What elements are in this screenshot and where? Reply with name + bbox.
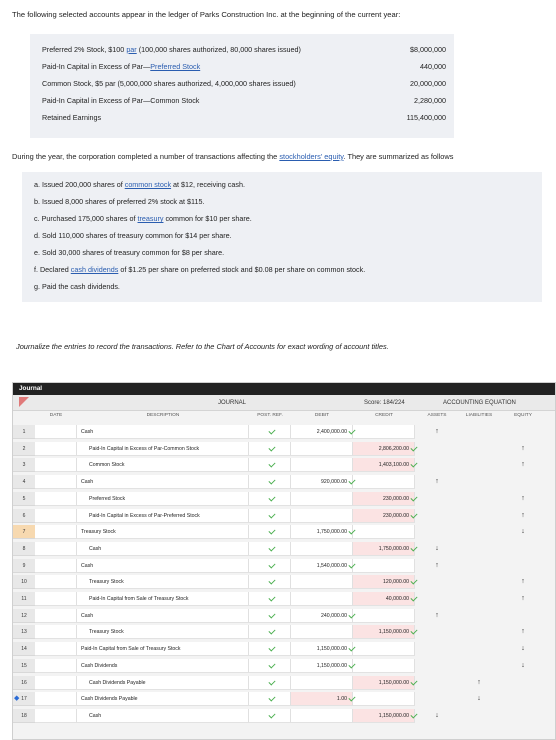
transaction-text: d. Sold 110,000 shares of treasury common for $14 per share. xyxy=(34,231,232,240)
date-cell[interactable] xyxy=(35,709,77,723)
row-number: 2 xyxy=(13,442,35,456)
description-cell[interactable]: Cash xyxy=(77,425,249,439)
liabilities-header: LIABILITIES xyxy=(465,413,493,418)
row-number: 1 xyxy=(13,425,35,439)
description-cell[interactable]: Cash xyxy=(77,609,249,623)
debit-cell[interactable] xyxy=(291,676,353,690)
row-number: 7 xyxy=(13,525,35,539)
assets-arrow-icon[interactable]: ↓ xyxy=(435,711,439,719)
assets-arrow-icon[interactable]: ↑ xyxy=(435,428,439,435)
debit-header: DEBIT xyxy=(314,413,330,418)
transaction-item xyxy=(34,197,204,206)
account-row xyxy=(42,93,446,107)
transaction-text: c. Purchased 175,000 shares of xyxy=(34,214,138,223)
account-row xyxy=(42,42,446,56)
liabilities-arrow-icon[interactable]: ↓ xyxy=(477,695,481,703)
transaction-text: g. Paid the cash dividends. xyxy=(34,282,120,291)
journal-tab[interactable]: Journal xyxy=(13,383,555,395)
date-cell[interactable] xyxy=(35,575,77,589)
account-amount: 20,000,000 xyxy=(410,78,446,88)
row-number: 6 xyxy=(13,509,35,523)
account-row xyxy=(42,110,446,124)
pencil-icon[interactable] xyxy=(19,397,29,407)
credit-cell[interactable]: 120,000.00 xyxy=(353,575,415,589)
during-text-start: During the year, the corporation completed a number of transactions affecting the xyxy=(12,152,280,161)
date-cell[interactable] xyxy=(35,458,77,472)
row-number: 16 xyxy=(13,676,35,690)
credit-cell[interactable]: 1,150,000.00 xyxy=(353,625,415,639)
equity-arrow-icon[interactable]: ↓ xyxy=(521,661,525,669)
description-cell[interactable]: Cash xyxy=(77,709,249,723)
par-link[interactable]: par xyxy=(126,44,137,54)
date-cell[interactable] xyxy=(35,625,77,639)
transaction-item xyxy=(34,282,120,291)
score: Score: 184/224 xyxy=(364,400,405,406)
date-header: DATE xyxy=(49,413,63,418)
equity-header: EQUITY xyxy=(514,413,532,418)
equation-title: ACCOUNTING EQUATION xyxy=(443,400,516,406)
credit-cell[interactable] xyxy=(353,425,415,439)
debit-cell[interactable] xyxy=(291,625,353,639)
account-label: Preferred 2% Stock, $100 xyxy=(42,44,127,54)
during-text xyxy=(12,152,453,161)
credit-cell[interactable] xyxy=(353,692,415,706)
transaction-item xyxy=(34,248,224,257)
account-amount: $8,000,000 xyxy=(410,44,446,54)
credit-cell[interactable]: 230,000.00 xyxy=(353,509,415,523)
row-number: 5 xyxy=(13,492,35,506)
debit-cell[interactable] xyxy=(291,492,353,506)
debit-cell[interactable] xyxy=(291,509,353,523)
row-number: 14 xyxy=(13,642,35,656)
intro-text: The following selected accounts appear in the ledger of Parks Construction Inc. at the beginning of the current year: xyxy=(12,10,401,19)
date-cell[interactable] xyxy=(35,642,77,656)
equity-arrow-icon[interactable]: ↑ xyxy=(521,444,525,452)
debit-cell[interactable]: 1.00 xyxy=(291,692,353,706)
instructions: Journalize the entries to record the transactions. Refer to the Chart of Accounts for exact wording of account titles. xyxy=(16,342,389,351)
debit-cell[interactable] xyxy=(291,458,353,472)
description-cell[interactable]: Paid-In Capital from Sale of Treasury Stock xyxy=(77,592,249,606)
transaction-text: f. Declared xyxy=(34,265,71,274)
debit-cell[interactable]: 1,150,000.00 xyxy=(291,642,353,656)
date-cell[interactable] xyxy=(35,442,77,456)
during-text-end: . They are summarized as follows xyxy=(343,152,454,161)
treasury-link[interactable]: treasury xyxy=(137,214,164,223)
credit-cell[interactable]: 40,000.00 xyxy=(353,592,415,606)
credit-cell[interactable] xyxy=(353,559,415,573)
row-drag-handle-icon[interactable]: ◆ xyxy=(14,695,20,703)
transaction-item xyxy=(34,180,245,189)
account-row xyxy=(42,76,446,90)
debit-cell[interactable] xyxy=(291,592,353,606)
date-cell[interactable] xyxy=(35,592,77,606)
debit-cell[interactable] xyxy=(291,442,353,456)
transaction-text: common for $10 per share. xyxy=(163,214,252,223)
date-cell[interactable] xyxy=(35,676,77,690)
date-cell[interactable] xyxy=(35,525,77,539)
equity-arrow-icon[interactable]: ↑ xyxy=(521,511,525,519)
debit-cell[interactable]: 1,540,000.00 xyxy=(291,559,353,573)
description-cell[interactable]: Cash Dividends Payable xyxy=(77,692,249,706)
stockholders-equity-link[interactable]: stockholders' equity xyxy=(279,152,344,161)
account-label: Paid-In Capital in Excess of Par— xyxy=(42,61,151,71)
credit-cell[interactable]: 2,806,200.00 xyxy=(353,442,415,456)
row-number: 13 xyxy=(13,625,35,639)
transaction-text: a. Issued 200,000 shares of xyxy=(34,180,125,189)
row-number: 3 xyxy=(13,458,35,472)
date-cell[interactable] xyxy=(35,659,77,673)
row-number: 18 xyxy=(13,709,35,723)
transaction-text: at $12, receiving cash. xyxy=(171,180,245,189)
transaction-text: e. Sold 30,000 shares of treasury common for $8 per share. xyxy=(34,248,225,257)
description-cell[interactable]: Cash Dividends xyxy=(77,659,249,673)
assets-arrow-icon[interactable]: ↑ xyxy=(435,561,439,569)
transaction-item xyxy=(34,231,232,240)
debit-cell[interactable]: 1,150,000.00 xyxy=(291,659,353,673)
transaction-item xyxy=(34,265,365,274)
transaction-text: b. Issued 8,000 shares of preferred 2% stock at $115. xyxy=(34,197,205,206)
journal-title: JOURNAL xyxy=(218,400,247,406)
transactions-box xyxy=(22,172,542,302)
description-cell[interactable]: Paid-In Capital in Excess of Par-Preferred Stock xyxy=(77,509,249,523)
common-stock-link[interactable]: common stock xyxy=(124,180,172,189)
assets-arrow-icon[interactable]: ↑ xyxy=(435,611,439,619)
date-cell[interactable] xyxy=(35,492,77,506)
date-cell[interactable] xyxy=(35,542,77,556)
account-row xyxy=(42,59,446,73)
assets-header: ASSETS xyxy=(427,413,447,418)
transaction-item xyxy=(34,214,252,223)
journal-panel xyxy=(12,382,556,740)
account-label: Retained Earnings xyxy=(42,112,102,122)
row-number: 4 xyxy=(13,475,35,489)
description-cell[interactable]: Treasury Stock xyxy=(77,525,249,539)
preferred-stock-link[interactable]: Preferred Stock xyxy=(150,61,201,71)
date-cell[interactable] xyxy=(35,609,77,623)
description-cell[interactable]: Cash Dividends Payable xyxy=(77,676,249,690)
row-number: 12 xyxy=(13,609,35,623)
credit-cell[interactable] xyxy=(353,642,415,656)
description-cell[interactable]: Cash xyxy=(77,559,249,573)
date-cell[interactable] xyxy=(35,509,77,523)
credit-cell[interactable]: 1,150,000.00 xyxy=(353,709,415,723)
debit-cell[interactable] xyxy=(291,575,353,589)
liabilities-arrow-icon[interactable]: ↑ xyxy=(477,678,481,686)
post-ref-header: POST. REF. xyxy=(257,413,283,418)
equity-arrow-icon[interactable]: ↑ xyxy=(521,461,525,469)
date-cell[interactable] xyxy=(35,559,77,573)
accounts-box xyxy=(30,34,454,138)
assets-arrow-icon[interactable]: ↓ xyxy=(435,544,439,552)
credit-cell[interactable] xyxy=(353,659,415,673)
date-cell[interactable] xyxy=(35,425,77,439)
row-number: 8 xyxy=(13,542,35,556)
description-cell[interactable]: Cash xyxy=(77,542,249,556)
transaction-text: of $1.25 per share on preferred stock and $0.08 per share on common stock. xyxy=(118,265,366,274)
debit-cell[interactable]: 2,400,000.00 xyxy=(291,425,353,439)
row-number: 9 xyxy=(13,559,35,573)
equity-arrow-icon[interactable]: ↑ xyxy=(521,628,525,636)
description-cell[interactable]: Common Stock xyxy=(77,458,249,472)
equity-arrow-icon[interactable]: ↑ xyxy=(521,578,525,586)
description-cell[interactable]: Paid-In Capital from Sale of Treasury Stock xyxy=(77,642,249,656)
description-header: DESCRIPTION xyxy=(146,413,180,418)
debit-cell[interactable] xyxy=(291,542,353,556)
credit-cell[interactable] xyxy=(353,525,415,539)
row-number: 11 xyxy=(13,592,35,606)
description-cell[interactable]: Treasury Stock xyxy=(77,625,249,639)
description-cell[interactable]: Preferred Stock xyxy=(77,492,249,506)
credit-cell[interactable] xyxy=(353,609,415,623)
description-cell[interactable]: Cash xyxy=(77,475,249,489)
equity-arrow-icon[interactable]: ↑ xyxy=(521,595,525,602)
account-label-rest: (100,000 shares authorized, 80,000 shares issued) xyxy=(136,44,301,54)
debit-cell[interactable]: 920,000.00 xyxy=(291,475,353,489)
credit-cell[interactable] xyxy=(353,475,415,489)
account-amount: 115,400,000 xyxy=(406,112,446,122)
credit-cell[interactable]: 1,750,000.00 xyxy=(353,542,415,556)
row-number: 10 xyxy=(13,575,35,589)
credit-cell[interactable]: 1,403,100.00 xyxy=(353,458,415,472)
debit-cell[interactable]: 1,750,000.00 xyxy=(291,525,353,539)
account-amount: 2,280,000 xyxy=(414,95,446,105)
account-amount: 440,000 xyxy=(420,61,446,71)
credit-cell[interactable]: 230,000.00 xyxy=(353,492,415,506)
account-label: Paid-In Capital in Excess of Par—Common Stock xyxy=(42,95,200,105)
cash-dividends-link[interactable]: cash dividends xyxy=(70,265,119,274)
assets-arrow-icon[interactable]: ↑ xyxy=(435,478,439,486)
row-number: 15 xyxy=(13,659,35,673)
description-cell[interactable]: Treasury Stock xyxy=(77,575,249,589)
row-number: 17 xyxy=(13,692,35,706)
debit-cell[interactable] xyxy=(291,709,353,723)
equity-arrow-icon[interactable]: ↑ xyxy=(521,494,525,502)
description-cell[interactable]: Paid-In Capital in Excess of Par-Common Stock xyxy=(77,442,249,456)
equity-arrow-icon[interactable]: ↓ xyxy=(521,645,525,653)
debit-cell[interactable]: 240,000.00 xyxy=(291,609,353,623)
account-label: Common Stock, $5 par (5,000,000 shares authorized, 4,000,000 shares issued) xyxy=(42,78,296,88)
credit-header: CREDIT xyxy=(375,413,393,418)
date-cell[interactable] xyxy=(35,475,77,489)
equity-arrow-icon[interactable]: ↓ xyxy=(521,528,525,536)
date-cell[interactable] xyxy=(35,692,77,706)
credit-cell[interactable]: 1,150,000.00 xyxy=(353,676,415,690)
